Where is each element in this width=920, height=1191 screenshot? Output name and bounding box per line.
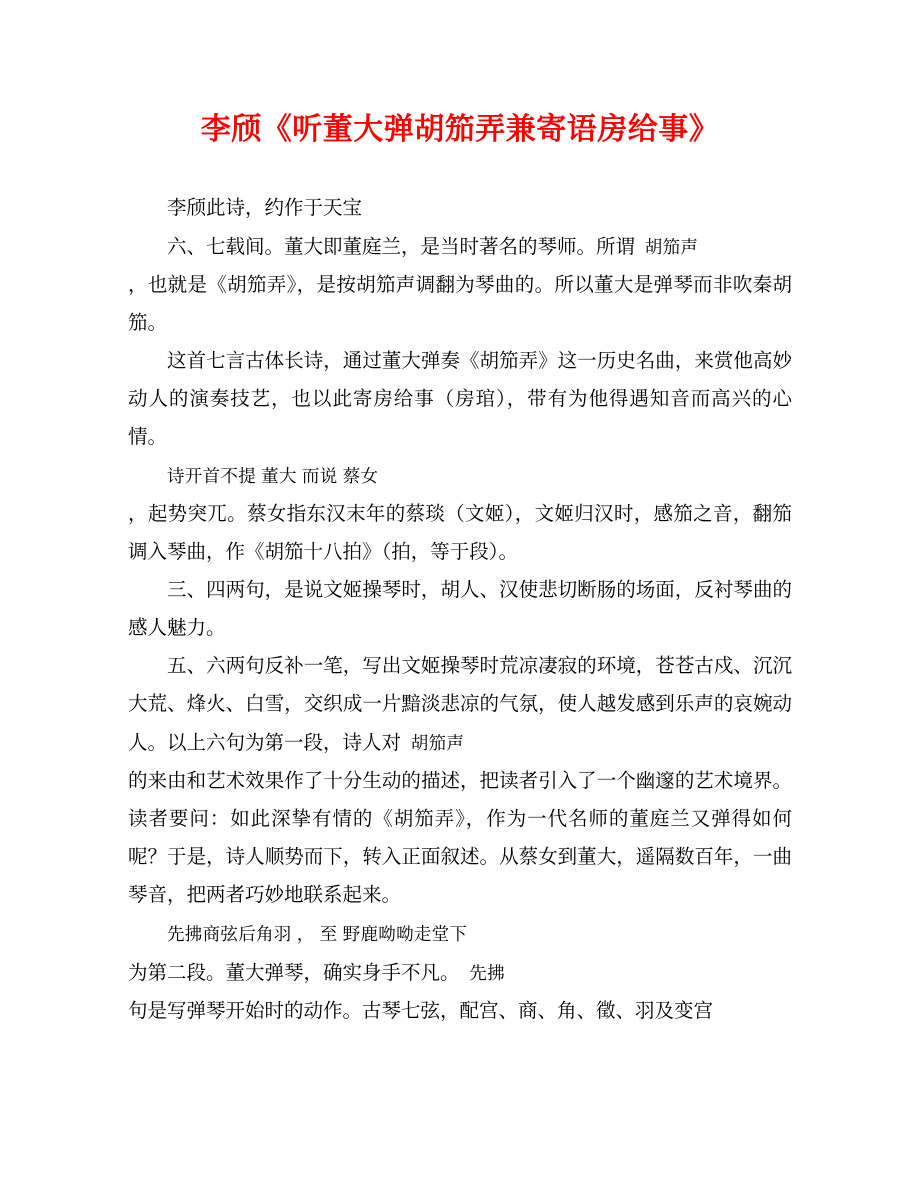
document-body [128, 190, 792, 1031]
page-title: 李颀《听董大弹胡笳弄兼寄语房给事》 [200, 113, 720, 146]
paragraph-4-text: 这首七言古体长诗，通过董大弹奏《胡笳弄》这一历史名曲，来赏他高妙动人的演奏技艺，也以此寄房给事（房琯），带有为他得遇知音而高兴的心情。 [128, 351, 792, 448]
paragraph-3 [128, 267, 792, 343]
paragraph-2-text: 六、七载间。董大即董庭兰，是当时著名的琴师。所谓 [167, 237, 636, 258]
paragraph-12-text: 句是写弹琴开始时的动作。古琴七弦，配宫、商、角、徵、羽及变宫 [128, 1001, 714, 1022]
paragraph-2 [128, 228, 792, 267]
paragraph-5-quote-line [128, 457, 792, 496]
paragraph-1-text: 李颀此诗，约作于天宝 [167, 198, 363, 219]
paragraph-7-text: 三、四两句，是说文姬操琴时，胡人、汉使悲切断肠的场面，反衬琴曲的感人魅力。 [128, 580, 792, 639]
paragraph-9 [128, 763, 792, 915]
quoted-line-shikaishou: 诗开首不提 董大 而说 蔡女 [167, 466, 379, 486]
paragraph-6 [128, 496, 792, 572]
paragraph-8 [128, 648, 792, 763]
paragraph-11-text: 为第二段。董大弹琴，确实身手不凡。 [128, 963, 460, 984]
document-content [128, 0, 792, 1031]
paragraph-10-quote-line [128, 915, 792, 954]
paragraph-1 [128, 190, 792, 228]
paragraph-12 [128, 993, 792, 1031]
paragraph-11 [128, 954, 792, 993]
quoted-term-hujiasheng-1: 胡笳声 [644, 237, 699, 257]
paragraph-4 [128, 343, 792, 457]
paragraph-8-text: 五、六两句反补一笔，写出文姬操琴时荒凉凄寂的环境，苍苍古戍、沉沉大荒、烽火、白雪，交织成一片黯淡悲凉的气氛，使人越发感到乐声的哀婉动人。以上六句为第一段，诗人对 [128, 656, 792, 754]
paragraph-6-text: ，起势突兀。蔡女指东汉末年的蔡琰（文姬），文姬归汉时，感笳之音，翻笳调入琴曲，作《胡笳十八拍》（拍，等于段）。 [128, 504, 792, 563]
quoted-line-xianfu-shangxian: 先拂商弦后角羽 ， 至 野鹿呦呦走堂下 [167, 924, 468, 944]
paragraph-7 [128, 572, 792, 648]
quoted-term-hujiasheng-2: 胡笳声 [410, 733, 465, 753]
quoted-term-xianfu: 先拂 [469, 963, 505, 983]
paragraph-3-text: ，也就是《胡笳弄》，是按胡笳声调翻为琴曲的。所以董大是弹琴而非吹秦胡笳。 [128, 275, 792, 334]
paragraph-9-text: 的来由和艺术效果作了十分生动的描述，把读者引入了一个幽邃的艺术境界。读者要问：如此深挚有情的《胡笳弄》，作为一代名师的董庭兰又弹得如何呢？于是，诗人顺势而下，转入正面叙述。从蔡女到董大，遥隔数百年，一曲琴音，把两者巧妙地联系起来。 [128, 771, 792, 906]
